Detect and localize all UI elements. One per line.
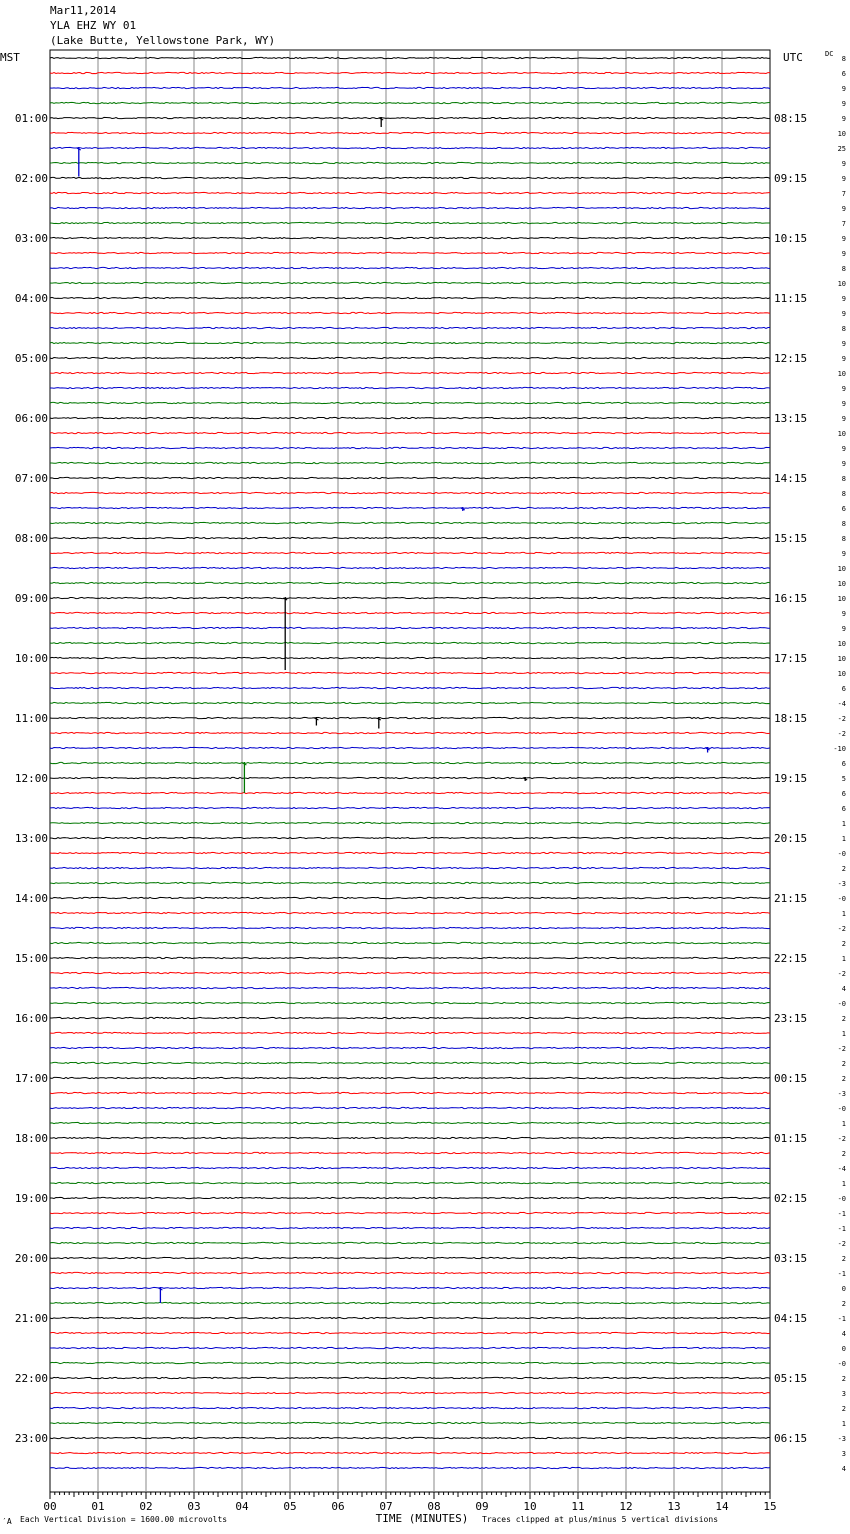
- utc-hour-label: 15:15: [774, 532, 808, 545]
- mst-hour-label: 01:00: [14, 112, 48, 125]
- dc-offset-label: 7: [841, 220, 846, 228]
- trace-row: [50, 567, 770, 568]
- dc-offset-label: 9: [841, 625, 846, 633]
- trace-row: [50, 1422, 770, 1423]
- dc-offset-label: 10: [837, 580, 846, 588]
- dc-offset-label: 9: [841, 460, 846, 468]
- trace-row: [50, 897, 770, 898]
- trace-row: [50, 222, 770, 223]
- station-label: YLA EHZ WY 01: [50, 19, 137, 32]
- dc-offset-label: 8: [841, 55, 846, 63]
- trace-row: [50, 822, 770, 823]
- dc-offset-label: 1: [841, 1030, 846, 1038]
- dc-offset-label: 9: [841, 400, 846, 408]
- dc-offset-label: 1: [841, 820, 846, 828]
- utc-hour-label: 19:15: [774, 772, 808, 785]
- x-tick-label: 04: [235, 1500, 249, 1513]
- trace-row: [50, 177, 770, 178]
- mst-hour-label: 23:00: [14, 1432, 48, 1445]
- trace-row: [50, 297, 770, 298]
- trace-row: [50, 1077, 770, 1078]
- trace-row: [50, 747, 770, 748]
- dc-offset-label: 9: [841, 550, 846, 558]
- trace-row: [50, 1362, 770, 1363]
- x-tick-label: 07: [379, 1500, 393, 1513]
- mst-hour-label: 05:00: [14, 352, 48, 365]
- x-tick-label: 10: [523, 1500, 537, 1513]
- dc-offset-label: 9: [841, 310, 846, 318]
- dc-offset-label: 6: [841, 805, 846, 813]
- dc-offset-label: 2: [841, 1075, 846, 1083]
- trace-row: [50, 777, 770, 778]
- trace-row: [50, 1242, 770, 1243]
- dc-offset-label: -3: [837, 880, 846, 888]
- dc-offset-label: -0: [837, 850, 846, 858]
- trace-row: [50, 687, 770, 688]
- trace-row: [50, 1227, 770, 1228]
- utc-axis-label: UTC: [783, 51, 803, 64]
- trace-row: [50, 852, 770, 853]
- dc-offset-label: 9: [841, 205, 846, 213]
- trace-row: [50, 1122, 770, 1123]
- trace-row: [50, 492, 770, 493]
- dc-offset-label: 9: [841, 235, 846, 243]
- x-tick-label: 00: [43, 1500, 57, 1513]
- dc-offset-label: 6: [841, 70, 846, 78]
- trace-row: [50, 1152, 770, 1153]
- trace-row: [50, 162, 770, 163]
- mst-hour-label: 09:00: [14, 592, 48, 605]
- dc-offset-label: -2: [837, 1135, 846, 1143]
- x-tick-label: 12: [619, 1500, 633, 1513]
- mst-hour-label: 22:00: [14, 1372, 48, 1385]
- utc-hour-label: 03:15: [774, 1252, 808, 1265]
- trace-row: [50, 537, 770, 538]
- trace-row: [50, 1287, 770, 1288]
- trace-row: [50, 1317, 770, 1318]
- dc-offset-label: 2: [841, 1015, 846, 1023]
- mst-hour-label: 08:00: [14, 532, 48, 545]
- trace-row: [50, 1302, 770, 1303]
- trace-row: [50, 762, 770, 763]
- trace-row: [50, 282, 770, 283]
- dc-offset-label: -1: [837, 1315, 846, 1323]
- trace-row: [50, 252, 770, 253]
- trace-row: [50, 612, 770, 613]
- dc-offset-label: -2: [837, 715, 846, 723]
- dc-offset-label: -0: [837, 1195, 846, 1203]
- mst-hour-label: 07:00: [14, 472, 48, 485]
- trace-row: [50, 1047, 770, 1048]
- dc-offset-label: 4: [841, 985, 846, 993]
- utc-hour-label: 02:15: [774, 1192, 808, 1205]
- dc-offset-label: 9: [841, 610, 846, 618]
- mst-hour-label: 14:00: [14, 892, 48, 905]
- trace-row: [50, 837, 770, 838]
- trace-row: [50, 267, 770, 268]
- trace-row: [50, 1017, 770, 1018]
- trace-row: [50, 1437, 770, 1438]
- utc-hour-label: 04:15: [774, 1312, 808, 1325]
- dc-offset-label: 8: [841, 520, 846, 528]
- x-tick-label: 11: [571, 1500, 585, 1513]
- dc-offset-label: 8: [841, 490, 846, 498]
- dc-offset-label: -2: [837, 970, 846, 978]
- dc-offset-label: 9: [841, 250, 846, 258]
- trace-row: [50, 507, 770, 508]
- dc-offset-label: -0: [837, 1000, 846, 1008]
- scale-note: Each Vertical Division = 1600.00 microvolts: [20, 1515, 228, 1524]
- dc-offset-label: 10: [837, 565, 846, 573]
- utc-hour-label: 09:15: [774, 172, 808, 185]
- trace-row: [50, 387, 770, 388]
- mst-hour-label: 02:00: [14, 172, 48, 185]
- dc-offset-label: 6: [841, 760, 846, 768]
- trace-row: [50, 1452, 770, 1453]
- dc-offset-label: -0: [837, 1105, 846, 1113]
- dc-offset-label: 2: [841, 865, 846, 873]
- x-tick-label: 15: [763, 1500, 777, 1513]
- mst-hour-label: 16:00: [14, 1012, 48, 1025]
- trace-row: [50, 792, 770, 793]
- dc-offset-label: 10: [837, 670, 846, 678]
- x-tick-label: 02: [139, 1500, 153, 1513]
- dc-offset-label: 9: [841, 100, 846, 108]
- trace-row: [50, 672, 770, 673]
- trace-row: [50, 1257, 770, 1258]
- dc-offset-label: 5: [841, 775, 846, 783]
- dc-offset-label: 8: [841, 325, 846, 333]
- dc-offset-label: 9: [841, 385, 846, 393]
- trace-row: [50, 117, 770, 118]
- dc-offset-label: 10: [837, 640, 846, 648]
- dc-offset-label: 10: [837, 430, 846, 438]
- dc-offset-label: 2: [841, 1375, 846, 1383]
- dc-offset-label: 9: [841, 355, 846, 363]
- dc-offset-label: 8: [841, 535, 846, 543]
- x-tick-label: 03: [187, 1500, 201, 1513]
- mst-hour-label: 11:00: [14, 712, 48, 725]
- utc-hour-label: 23:15: [774, 1012, 808, 1025]
- dc-offset-label: -3: [837, 1435, 846, 1443]
- utc-hour-label: 08:15: [774, 112, 808, 125]
- dc-offset-label: 10: [837, 280, 846, 288]
- dc-offset-label: 0: [841, 1345, 846, 1353]
- trace-row: [50, 1347, 770, 1348]
- trace-row: [50, 1212, 770, 1213]
- mst-hour-label: 18:00: [14, 1132, 48, 1145]
- mst-axis-label: MST: [0, 51, 20, 64]
- dc-offset-label: 1: [841, 1420, 846, 1428]
- utc-hour-label: 06:15: [774, 1432, 808, 1445]
- trace-row: [50, 1182, 770, 1183]
- dc-offset-label: 1: [841, 1180, 846, 1188]
- mst-hour-label: 19:00: [14, 1192, 48, 1205]
- dc-offset-label: 3: [841, 1450, 846, 1458]
- trace-row: [50, 1107, 770, 1108]
- dc-offset-label: 2: [841, 1300, 846, 1308]
- dc-offset-label: 10: [837, 370, 846, 378]
- dc-offset-label: 2: [841, 940, 846, 948]
- utc-hour-label: 05:15: [774, 1372, 808, 1385]
- dc-offset-label: 6: [841, 685, 846, 693]
- dc-offset-label: 9: [841, 115, 846, 123]
- mst-hour-label: 15:00: [14, 952, 48, 965]
- trace-row: [50, 312, 770, 313]
- trace-row: [50, 942, 770, 943]
- dc-offset-label: -1: [837, 1225, 846, 1233]
- trace-row: [50, 1197, 770, 1198]
- trace-row: [50, 972, 770, 973]
- trace-row: [50, 477, 770, 478]
- dc-offset-label: 25: [837, 145, 846, 153]
- trace-row: [50, 57, 770, 58]
- utc-hour-label: 16:15: [774, 592, 808, 605]
- utc-hour-label: 22:15: [774, 952, 808, 965]
- trace-row: [50, 987, 770, 988]
- trace-row: [50, 1062, 770, 1063]
- trace-row: [50, 132, 770, 133]
- x-tick-label: 13: [667, 1500, 681, 1513]
- dc-offset-label: 2: [841, 1255, 846, 1263]
- plot-frame: [50, 50, 770, 1492]
- x-tick-label: 14: [715, 1500, 729, 1513]
- x-tick-label: 09: [475, 1500, 489, 1513]
- trace-row: [50, 72, 770, 73]
- utc-hour-label: 14:15: [774, 472, 808, 485]
- trace-row: [50, 702, 770, 703]
- dc-offset-label: -3: [837, 1090, 846, 1098]
- dc-offset-label: -10: [833, 745, 846, 753]
- x-tick-label: 06: [331, 1500, 345, 1513]
- dc-offset-label: -2: [837, 1240, 846, 1248]
- trace-row: [50, 342, 770, 343]
- x-tick-label: 01: [91, 1500, 105, 1513]
- trace-row: [50, 447, 770, 448]
- utc-hour-label: 18:15: [774, 712, 808, 725]
- mst-hour-label: 12:00: [14, 772, 48, 785]
- dc-offset-label: -1: [837, 1210, 846, 1218]
- trace-row: [50, 1407, 770, 1408]
- trace-row: [50, 597, 770, 598]
- utc-hour-label: 21:15: [774, 892, 808, 905]
- mst-hour-label: 20:00: [14, 1252, 48, 1265]
- dc-offset-label: -4: [837, 700, 846, 708]
- dc-label: DC: [825, 50, 834, 58]
- dc-offset-label: 6: [841, 505, 846, 513]
- trace-row: [50, 912, 770, 913]
- trace-row: [50, 807, 770, 808]
- trace-row: [50, 237, 770, 238]
- trace-row: [50, 462, 770, 463]
- utc-hour-label: 20:15: [774, 832, 808, 845]
- dc-offset-label: 8: [841, 475, 846, 483]
- utc-hour-label: 10:15: [774, 232, 808, 245]
- x-tick-label: 05: [283, 1500, 297, 1513]
- dc-offset-label: 4: [841, 1330, 846, 1338]
- dc-offset-label: 9: [841, 340, 846, 348]
- dc-offset-label: 1: [841, 835, 846, 843]
- trace-row: [50, 882, 770, 883]
- trace-row: [50, 582, 770, 583]
- mst-hour-label: 21:00: [14, 1312, 48, 1325]
- dc-offset-label: -4: [837, 1165, 846, 1173]
- trace-row: [50, 192, 770, 193]
- dc-offset-label: 9: [841, 415, 846, 423]
- trace-row: [50, 402, 770, 403]
- footer-mark: ′A: [2, 1517, 12, 1526]
- date-label: Mar11,2014: [50, 4, 117, 17]
- dc-offset-label: 9: [841, 175, 846, 183]
- dc-offset-label: 7: [841, 190, 846, 198]
- trace-row: [50, 432, 770, 433]
- x-tick-label: 08: [427, 1500, 441, 1513]
- dc-offset-label: 2: [841, 1060, 846, 1068]
- dc-offset-label: 1: [841, 910, 846, 918]
- trace-row: [50, 207, 770, 208]
- dc-offset-label: 1: [841, 955, 846, 963]
- trace-row: [50, 357, 770, 358]
- mst-hour-label: 13:00: [14, 832, 48, 845]
- trace-row: [50, 1092, 770, 1093]
- dc-offset-label: -0: [837, 895, 846, 903]
- dc-offset-label: -1: [837, 1270, 846, 1278]
- dc-offset-label: 2: [841, 1405, 846, 1413]
- trace-row: [50, 522, 770, 523]
- trace-row: [50, 1032, 770, 1033]
- dc-offset-label: 9: [841, 160, 846, 168]
- trace-row: [50, 417, 770, 418]
- utc-hour-label: 13:15: [774, 412, 808, 425]
- trace-row: [50, 732, 770, 733]
- utc-hour-label: 01:15: [774, 1132, 808, 1145]
- clip-note: Traces clipped at plus/minus 5 vertical divisions: [482, 1515, 719, 1524]
- x-axis-label: TIME (MINUTES): [375, 1512, 469, 1525]
- dc-offset-label: 2: [841, 1150, 846, 1158]
- dc-offset-label: 9: [841, 295, 846, 303]
- trace-row: [50, 1467, 770, 1468]
- trace-row: [50, 657, 770, 658]
- mst-hour-label: 04:00: [14, 292, 48, 305]
- location-label: (Lake Butte, Yellowstone Park, WY): [50, 34, 276, 47]
- utc-hour-label: 17:15: [774, 652, 808, 665]
- trace-row: [50, 327, 770, 328]
- trace-row: [50, 1002, 770, 1003]
- trace-row: [50, 1332, 770, 1333]
- dc-offset-label: 1: [841, 1120, 846, 1128]
- trace-row: [50, 1377, 770, 1378]
- dc-offset-label: -2: [837, 730, 846, 738]
- dc-offset-label: 9: [841, 445, 846, 453]
- mst-hour-label: 06:00: [14, 412, 48, 425]
- trace-row: [50, 102, 770, 103]
- dc-offset-label: 0: [841, 1285, 846, 1293]
- utc-hour-label: 00:15: [774, 1072, 808, 1085]
- trace-row: [50, 957, 770, 958]
- dc-offset-label: 10: [837, 130, 846, 138]
- trace-row: [50, 627, 770, 628]
- dc-offset-label: 10: [837, 655, 846, 663]
- trace-row: [50, 717, 770, 718]
- trace-row: [50, 1392, 770, 1393]
- dc-offset-label: 8: [841, 265, 846, 273]
- trace-row: [50, 87, 770, 88]
- utc-hour-label: 12:15: [774, 352, 808, 365]
- mst-hour-label: 17:00: [14, 1072, 48, 1085]
- trace-row: [50, 1272, 770, 1273]
- dc-offset-label: 3: [841, 1390, 846, 1398]
- dc-offset-label: 6: [841, 790, 846, 798]
- dc-offset-label: 10: [837, 595, 846, 603]
- dc-offset-label: 9: [841, 85, 846, 93]
- trace-row: [50, 1137, 770, 1138]
- dc-offset-label: 4: [841, 1465, 846, 1473]
- utc-hour-label: 11:15: [774, 292, 808, 305]
- trace-row: [50, 147, 770, 148]
- trace-row: [50, 867, 770, 868]
- trace-row: [50, 927, 770, 928]
- trace-row: [50, 552, 770, 553]
- trace-row: [50, 642, 770, 643]
- dc-offset-label: -2: [837, 1045, 846, 1053]
- mst-hour-label: 10:00: [14, 652, 48, 665]
- dc-offset-label: -2: [837, 925, 846, 933]
- trace-row: [50, 1167, 770, 1168]
- dc-offset-label: -0: [837, 1360, 846, 1368]
- trace-row: [50, 372, 770, 373]
- mst-hour-label: 03:00: [14, 232, 48, 245]
